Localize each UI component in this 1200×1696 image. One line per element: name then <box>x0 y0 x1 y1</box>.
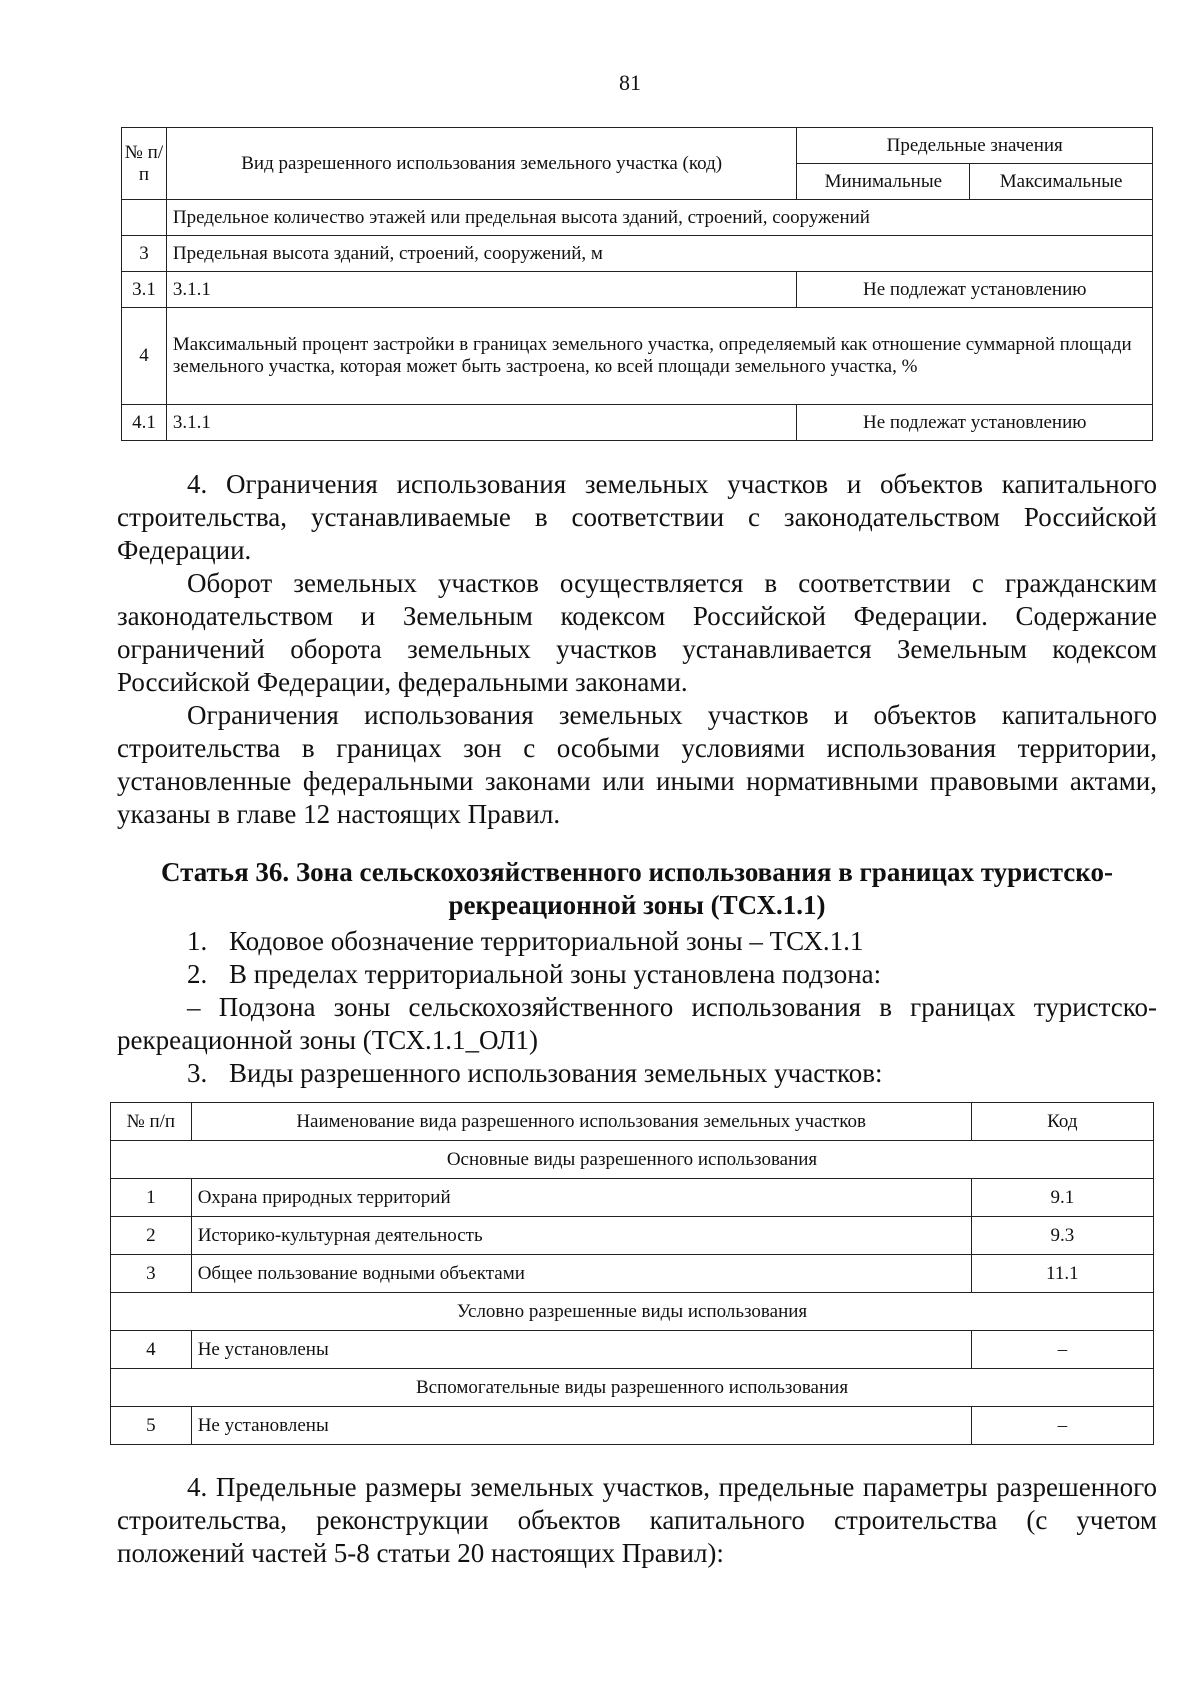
row-num: 1 <box>111 1179 192 1217</box>
article-heading <box>117 856 1157 922</box>
row-text: Предельная высота зданий, строений, сооружений, м <box>166 236 1152 272</box>
row-num: 2 <box>111 1217 192 1255</box>
row-text: Предельное количество этажей или предельная высота зданий, строений, сооружений <box>166 200 1152 236</box>
header-name: Наименование вида разрешенного использования земельных участков <box>191 1103 971 1141</box>
row-code: – <box>971 1407 1153 1445</box>
list-item-number: 1. <box>187 926 208 956</box>
table-row <box>122 405 1153 441</box>
header-code: Код <box>971 1103 1153 1141</box>
list-item <box>187 1057 883 1090</box>
section-row <box>111 1369 1154 1407</box>
section-conditional: Условно разрешенные виды использования <box>111 1293 1154 1331</box>
row-num <box>122 200 167 236</box>
article-heading-line1: Статья 36. Зона сельскохозяйственного использования в границах туристско- <box>161 857 1113 887</box>
row-name: Охрана природных территорий <box>191 1179 971 1217</box>
row-name: Историко-культурная деятельность <box>191 1217 971 1255</box>
paragraph-special-zones: Ограничения использования земельных участков и объектов капитального строительства в границах зон с особыми условиями использования территории, установленные федеральными законами или иными нормативными правовыми актами, указаны в главе 12 настоящих Правил. <box>117 700 1157 829</box>
header-num: № п/п <box>122 128 167 200</box>
row-code: 3.1.1 <box>166 272 797 308</box>
table-row <box>111 1179 1154 1217</box>
row-value: Не подлежат установлению <box>797 405 1153 441</box>
header-kind: Вид разрешенного использования земельного участка (код) <box>166 128 797 200</box>
row-name: Общее пользование водными объектами <box>191 1255 971 1293</box>
row-code: 3.1.1 <box>166 405 797 441</box>
table-row <box>122 200 1153 236</box>
table-row <box>111 1255 1154 1293</box>
row-num: 3 <box>122 236 167 272</box>
list-item-number: 3. <box>187 1058 208 1088</box>
paragraph-restrictions: 4. Ограничения использования земельных участков и объектов капитального строительства, устанавливаемые в соответствии с законодательством Российской Федерации. <box>117 469 1157 565</box>
list-item-text: В пределах территориальной зоны установлена подзона: <box>229 959 882 989</box>
permitted-uses-table <box>110 1102 1154 1445</box>
row-num: 4 <box>111 1331 192 1369</box>
row-name: Не установлены <box>191 1407 971 1445</box>
parameters-table <box>121 127 1153 441</box>
row-code: 9.1 <box>971 1179 1153 1217</box>
page-number: 81 <box>619 70 641 95</box>
row-text: Максимальный процент застройки в границах земельного участка, определяемый как отношение суммарной площади земельного участка, которая может быть застроена, ко всей площади земельного участка, % <box>166 308 1152 405</box>
list-item-text: Виды разрешенного использования земельных участков: <box>229 1058 883 1088</box>
list-item-number: 2. <box>187 959 208 989</box>
row-value: Не подлежат установлению <box>797 272 1153 308</box>
row-code: – <box>971 1331 1153 1369</box>
table-row <box>111 1407 1154 1445</box>
row-code: 11.1 <box>971 1255 1153 1293</box>
header-limits: Предельные значения <box>797 128 1153 164</box>
list-item <box>187 925 863 958</box>
closing-paragraph: 4. Предельные размеры земельных участков, предельные параметры разрешенного строительства, реконструкции объектов капитального строительства (с учетом положений частей 5-8 статьи 20 настоящих Правил): <box>117 1472 1157 1568</box>
header-max: Максимальные <box>970 164 1153 200</box>
header-num: № п/п <box>111 1103 192 1141</box>
row-name: Не установлены <box>191 1331 971 1369</box>
section-row <box>111 1141 1154 1179</box>
section-row <box>111 1293 1154 1331</box>
row-num: 4 <box>122 308 167 405</box>
row-num: 4.1 <box>122 405 167 441</box>
paragraph-turnover: Оборот земельных участков осуществляется в соответствии с гражданским законодательством и Земельным кодексом Российской Федерации. Содержание ограничений оборота земельных участков устанавливается Земельным кодексом Российской Федерации, федеральными законами. <box>117 568 1157 697</box>
table-row <box>122 236 1153 272</box>
row-num: 3.1 <box>122 272 167 308</box>
header-min: Минимальные <box>797 164 970 200</box>
row-num: 5 <box>111 1407 192 1445</box>
table-row <box>122 308 1153 405</box>
table-row <box>122 272 1153 308</box>
list-item <box>187 958 881 991</box>
table-row <box>111 1217 1154 1255</box>
table-header-row <box>111 1103 1154 1141</box>
article-heading-line2: рекреационной зоны (ТСХ.1.1) <box>448 890 826 920</box>
section-auxiliary: Вспомогательные виды разрешенного использования <box>111 1369 1154 1407</box>
list-item-text: Кодовое обозначение территориальной зоны – ТСХ.1.1 <box>229 926 864 956</box>
row-code: 9.3 <box>971 1217 1153 1255</box>
subzone-paragraph: – Подзона зоны сельскохозяйственного использования в границах туристско-рекреационной зоны (ТСХ.1.1_ОЛ1) <box>117 992 1157 1055</box>
table-row <box>111 1331 1154 1369</box>
table-header-row <box>122 128 1153 164</box>
section-main: Основные виды разрешенного использования <box>111 1141 1154 1179</box>
row-num: 3 <box>111 1255 192 1293</box>
